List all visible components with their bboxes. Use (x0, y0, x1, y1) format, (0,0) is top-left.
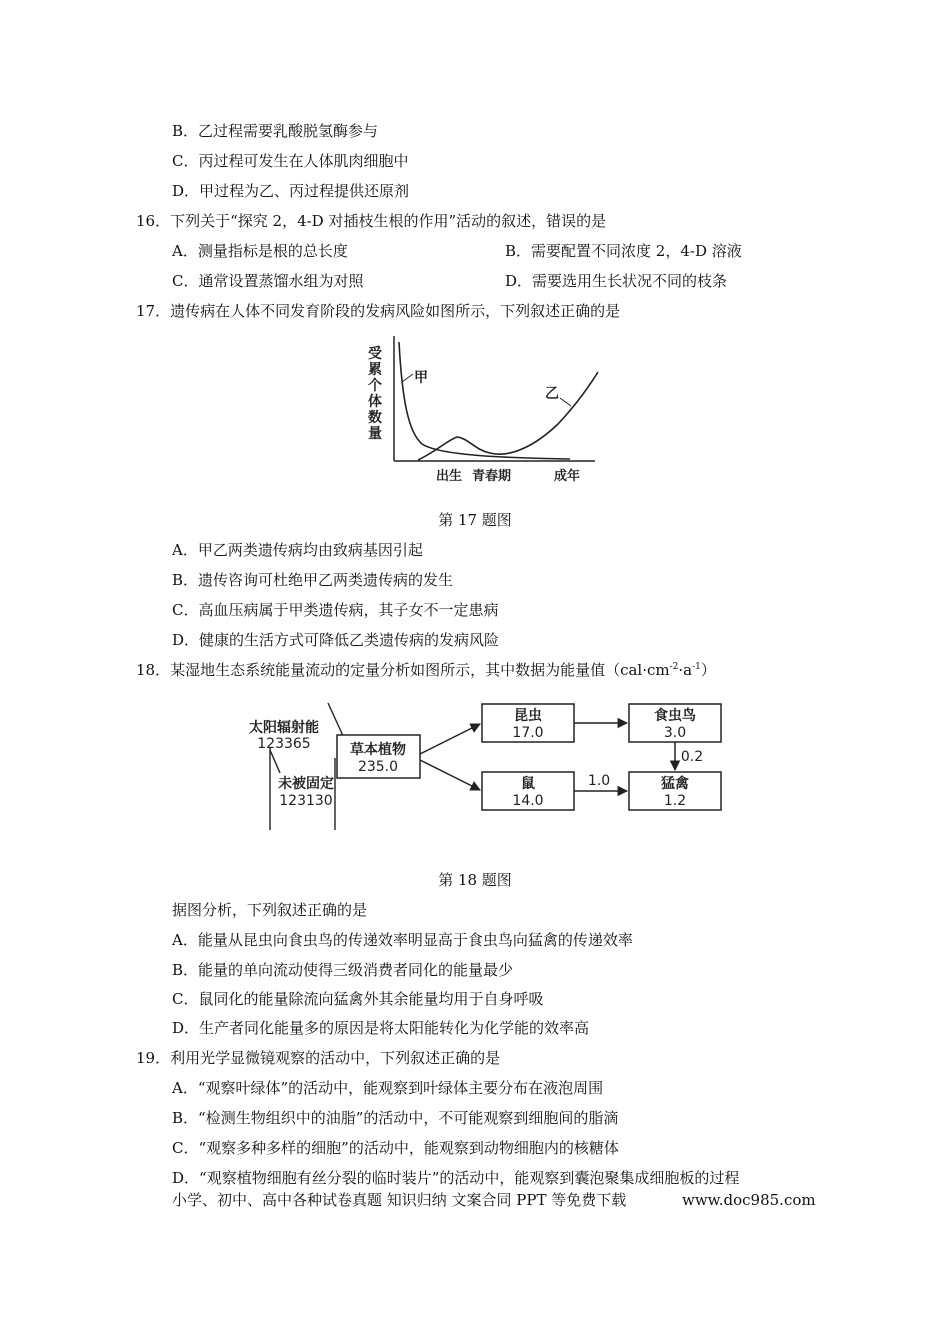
fig17-curve-a-label: 甲 (414, 370, 428, 386)
q18-lead: 据图分析，下列叙述正确的是 (172, 901, 368, 919)
q19-stem: 19．利用光学显微镜观察的活动中，下列叙述正确的是 (136, 1049, 501, 1067)
fig17-ylabel-char: 体 (368, 394, 382, 410)
q17-stem: 17．遗传病在人体不同发育阶段的发病风险如图所示，下列叙述正确的是 (136, 302, 621, 320)
fig18-mouse-value: 14.0 (512, 793, 544, 809)
q18-option-c: C．鼠同化的能量除流向猛禽外其余能量均用于自身呼吸 (172, 990, 544, 1008)
q17-option-b: B．遗传咨询可杜绝甲乙两类遗传病的发生 (172, 571, 454, 589)
q18-option-b: B．能量的单向流动使得三级消费者同化的能量最少 (172, 961, 514, 979)
q17-option-c: C．高血压病属于甲类遗传病，其子女不一定患病 (172, 601, 499, 619)
q16-stem: 16．下列关于“探究 2，4-D 对插枝生根的作用”活动的叙述，错误的是 (136, 212, 607, 230)
fig18-flow-bird-raptor: 0.2 (680, 749, 704, 765)
fig17-tick-adult: 成年 (554, 469, 581, 484)
fig17-curve-b-label: 乙 (545, 386, 559, 402)
fig17-ylabel-char: 量 (368, 426, 382, 442)
q19-option-c: C．“观察多种多样的细胞”的活动中，能观察到动物细胞内的核糖体 (172, 1139, 619, 1157)
q17-option-d: D．健康的生活方式可降低乙类遗传病的发病风险 (172, 631, 500, 649)
fig18-arrow-plant-mouse (420, 760, 480, 790)
fig17-tick-birth: 出生 (436, 469, 463, 484)
fig18-bird-label: 食虫鸟 (654, 708, 696, 724)
fig18-arrow-plant-insect (420, 724, 480, 754)
fig18-raptor-value: 1.2 (663, 793, 687, 809)
q15-option-b: B．乙过程需要乳酸脱氢酶参与 (172, 122, 379, 140)
q19-option-a: A．“观察叶绿体”的活动中，能观察到叶绿体主要分布在液泡周围 (172, 1079, 604, 1097)
fig17-ylabel-char: 数 (368, 410, 382, 426)
fig18-mouse-label: 鼠 (521, 776, 535, 792)
fig17-ylabel-char: 受 (368, 346, 382, 362)
q18-option-a: A．能量从昆虫向食虫鸟的传递效率明显高于食虫鸟向猛禽的传递效率 (172, 931, 633, 949)
footer-text: 小学、初中、高中各种试卷真题 知识归纳 文案合同 PPT 等免费下载 (172, 1191, 627, 1209)
fig18-insect-value: 17.0 (512, 725, 544, 741)
q19-option-d: D．“观察植物细胞有丝分裂的临时装片”的活动中，能观察到囊泡聚集成细胞板的过程 (172, 1169, 740, 1187)
fig18-unfixed-label: 未被固定 (278, 776, 334, 792)
fig17-tick-puberty: 青春期 (472, 469, 512, 484)
fig18-raptor-label: 猛禽 (661, 776, 689, 792)
fig18-plant-value: 235.0 (357, 759, 399, 775)
fig17-leader-a (402, 374, 413, 382)
fig17-leader-b (560, 398, 571, 406)
fig17-ylabel-char: 累 (368, 362, 382, 378)
q17-option-a: A．甲乙两类遗传病均由致病基因引起 (172, 541, 423, 559)
fig18-solar-leader (328, 703, 344, 738)
fig18-bird-value: 3.0 (663, 725, 687, 741)
q16-option-a: A．测量指标是根的总长度 (172, 242, 348, 260)
fig18-caption: 第 18 题图 (438, 871, 512, 889)
fig18-diagram (240, 690, 730, 840)
q18-stem-mid: ·a (678, 661, 693, 679)
q18-stem-end: ） (700, 661, 716, 679)
q18-stem-sup1: -2 (669, 662, 679, 672)
fig17-caption: 第 17 题图 (438, 511, 512, 529)
q18-stem-main: 18．某湿地生态系统能量流动的定量分析如图所示，其中数据为能量值（cal·cm (136, 661, 670, 679)
fig18-unfixed-leader (270, 750, 280, 773)
fig18-solar-label: 太阳辐射能 (249, 720, 319, 736)
fig18-solar-value: 123365 (257, 736, 311, 752)
q19-option-b: B．“检测生物组织中的油脂”的活动中，不可能观察到细胞间的脂滴 (172, 1109, 619, 1127)
footer-url: www.doc985.com (682, 1191, 816, 1209)
q16-option-d: D．需要选用生长状况不同的枝条 (505, 272, 728, 290)
q15-option-d: D．甲过程为乙、丙过程提供还原剂 (172, 182, 410, 200)
fig18-flow-mouse-raptor: 1.0 (587, 773, 611, 789)
fig18-unfixed-value: 123130 (279, 793, 333, 809)
q18-stem (136, 660, 716, 680)
q16-option-c: C．通常设置蒸馏水组为对照 (172, 272, 364, 290)
fig18-plant-label: 草本植物 (350, 742, 406, 758)
fig18-insect-label: 昆虫 (514, 708, 542, 724)
q18-stem-sup2: -1 (692, 662, 701, 672)
fig17-ylabel-char: 个 (368, 378, 382, 394)
q15-option-c: C．丙过程可发生在人体肌肉细胞中 (172, 152, 409, 170)
q18-option-d: D．生产者同化能量多的原因是将太阳能转化为化学能的效率高 (172, 1019, 590, 1037)
fig17-curve-b (418, 372, 598, 460)
fig17-graph (360, 328, 610, 488)
q16-option-b: B．需要配置不同浓度 2，4-D 溶液 (505, 242, 742, 260)
